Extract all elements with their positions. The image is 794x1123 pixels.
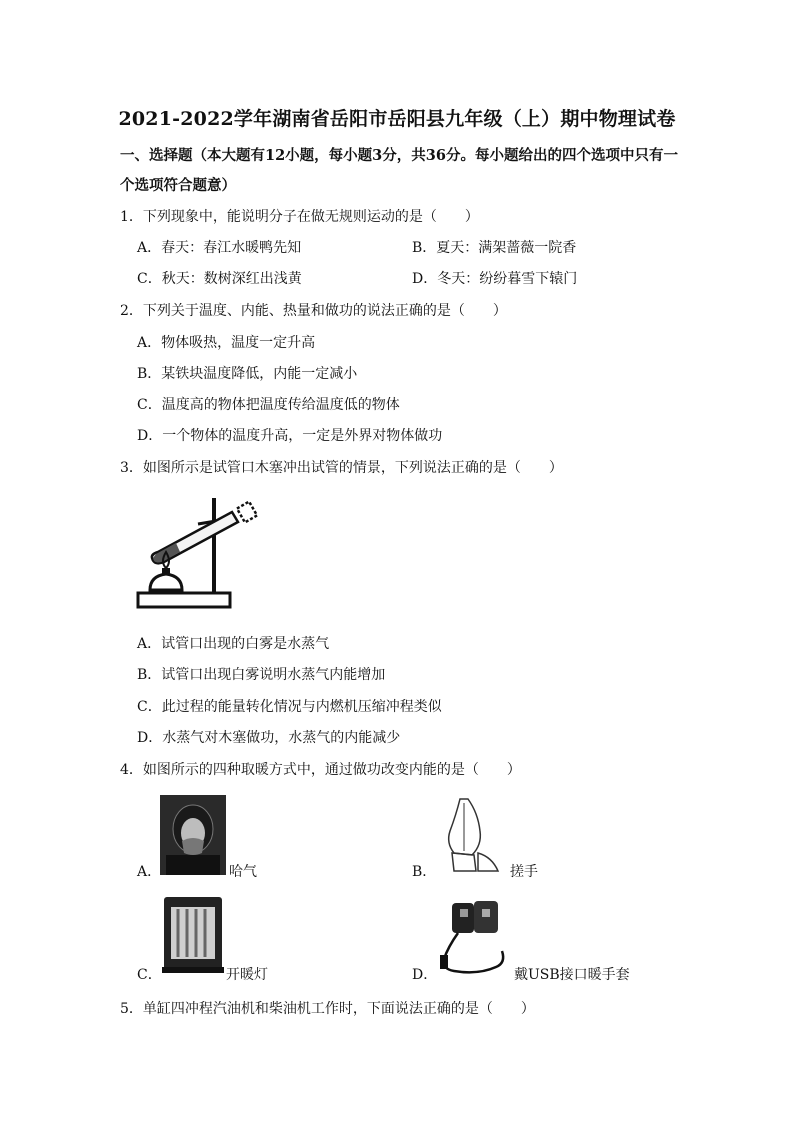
stand-base xyxy=(138,593,230,607)
question-2-option-d: D．一个物体的温度升高，一定是外界对物体做功 xyxy=(137,428,443,444)
question-4-option-b-letter: B． xyxy=(412,864,437,880)
question-2-stem: 2．下列关于温度、内能、热量和做功的说法正确的是（ ） xyxy=(120,303,507,319)
question-4-option-a-caption: 哈气 xyxy=(229,864,257,880)
question-1-option-b: B．夏天：满架蔷薇一院香 xyxy=(412,240,577,256)
question-4-option-d-caption: 戴USB接口暖手套 xyxy=(514,967,630,983)
question-1-option-a: A．春天：春江水暖鸭先知 xyxy=(137,240,302,256)
question-4-option-b-caption: 搓手 xyxy=(510,864,538,880)
question-4-option-c-letter: C． xyxy=(137,967,162,983)
breathing-on-hands-figure xyxy=(160,795,226,875)
test-tube-cork-figure xyxy=(136,490,266,615)
heater-stand xyxy=(162,967,224,973)
glove-left-patch xyxy=(460,909,468,917)
hands xyxy=(182,838,204,855)
question-1-option-d: D．冬天：纷纷暮雪下辕门 xyxy=(412,271,578,287)
question-3-option-d: D．水蒸气对木塞做功，水蒸气的内能减少 xyxy=(137,730,401,746)
glove-left xyxy=(452,903,474,933)
alcohol-lamp xyxy=(150,574,182,590)
question-3-option-c: C．此过程的能量转化情况与内燃机压缩冲程类似 xyxy=(137,699,442,715)
question-4-option-a-letter: A． xyxy=(137,864,162,880)
section-heading-line2: 个选项符合题意） xyxy=(120,177,236,194)
question-4-option-c-caption: 开暖灯 xyxy=(226,967,268,983)
usb-glove-figure xyxy=(438,897,510,977)
cork xyxy=(237,502,257,523)
page-title: 2021-2022学年湖南省岳阳市岳阳县九年级（上）期中物理试卷 xyxy=(118,108,676,130)
section-heading-line1: 一、选择题（本大题有12小题，每小题3分，共36分。每小题给出的四个选项中只有一 xyxy=(120,147,678,164)
question-4-stem: 4．如图所示的四种取暖方式中，通过做功改变内能的是（ ） xyxy=(120,762,521,778)
question-1-option-c: C．秋天：数树深红出浅黄 xyxy=(137,271,302,287)
question-5-stem: 5．单缸四冲程汽油机和柴油机工作时，下面说法正确的是（ ） xyxy=(120,1001,535,1017)
question-2-option-c: C．温度高的物体把温度传给温度低的物体 xyxy=(137,397,400,413)
question-3-option-b: B．试管口出现白雾说明水蒸气内能增加 xyxy=(137,667,386,683)
glove-right-patch xyxy=(482,909,490,917)
question-3-option-a: A．试管口出现的白雾是水蒸气 xyxy=(137,636,330,652)
sleeve xyxy=(452,853,476,871)
electric-heater-figure xyxy=(162,895,224,975)
question-1-stem: 1．下列现象中，能说明分子在做无规则运动的是（ ） xyxy=(120,209,479,225)
question-4-option-d-letter: D． xyxy=(412,967,438,983)
usb-cable xyxy=(444,933,503,972)
question-2-option-a: A．物体吸热，温度一定升高 xyxy=(137,335,316,351)
second-sleeve xyxy=(478,853,498,871)
coat xyxy=(166,855,220,875)
usb-plug xyxy=(440,955,448,969)
rubbing-hands-figure xyxy=(432,795,504,877)
question-3-stem: 3．如图所示是试管口木塞冲出试管的情景，下列说法正确的是（ ） xyxy=(120,460,563,476)
question-2-option-b: B．某铁块温度降低，内能一定减小 xyxy=(137,366,358,382)
